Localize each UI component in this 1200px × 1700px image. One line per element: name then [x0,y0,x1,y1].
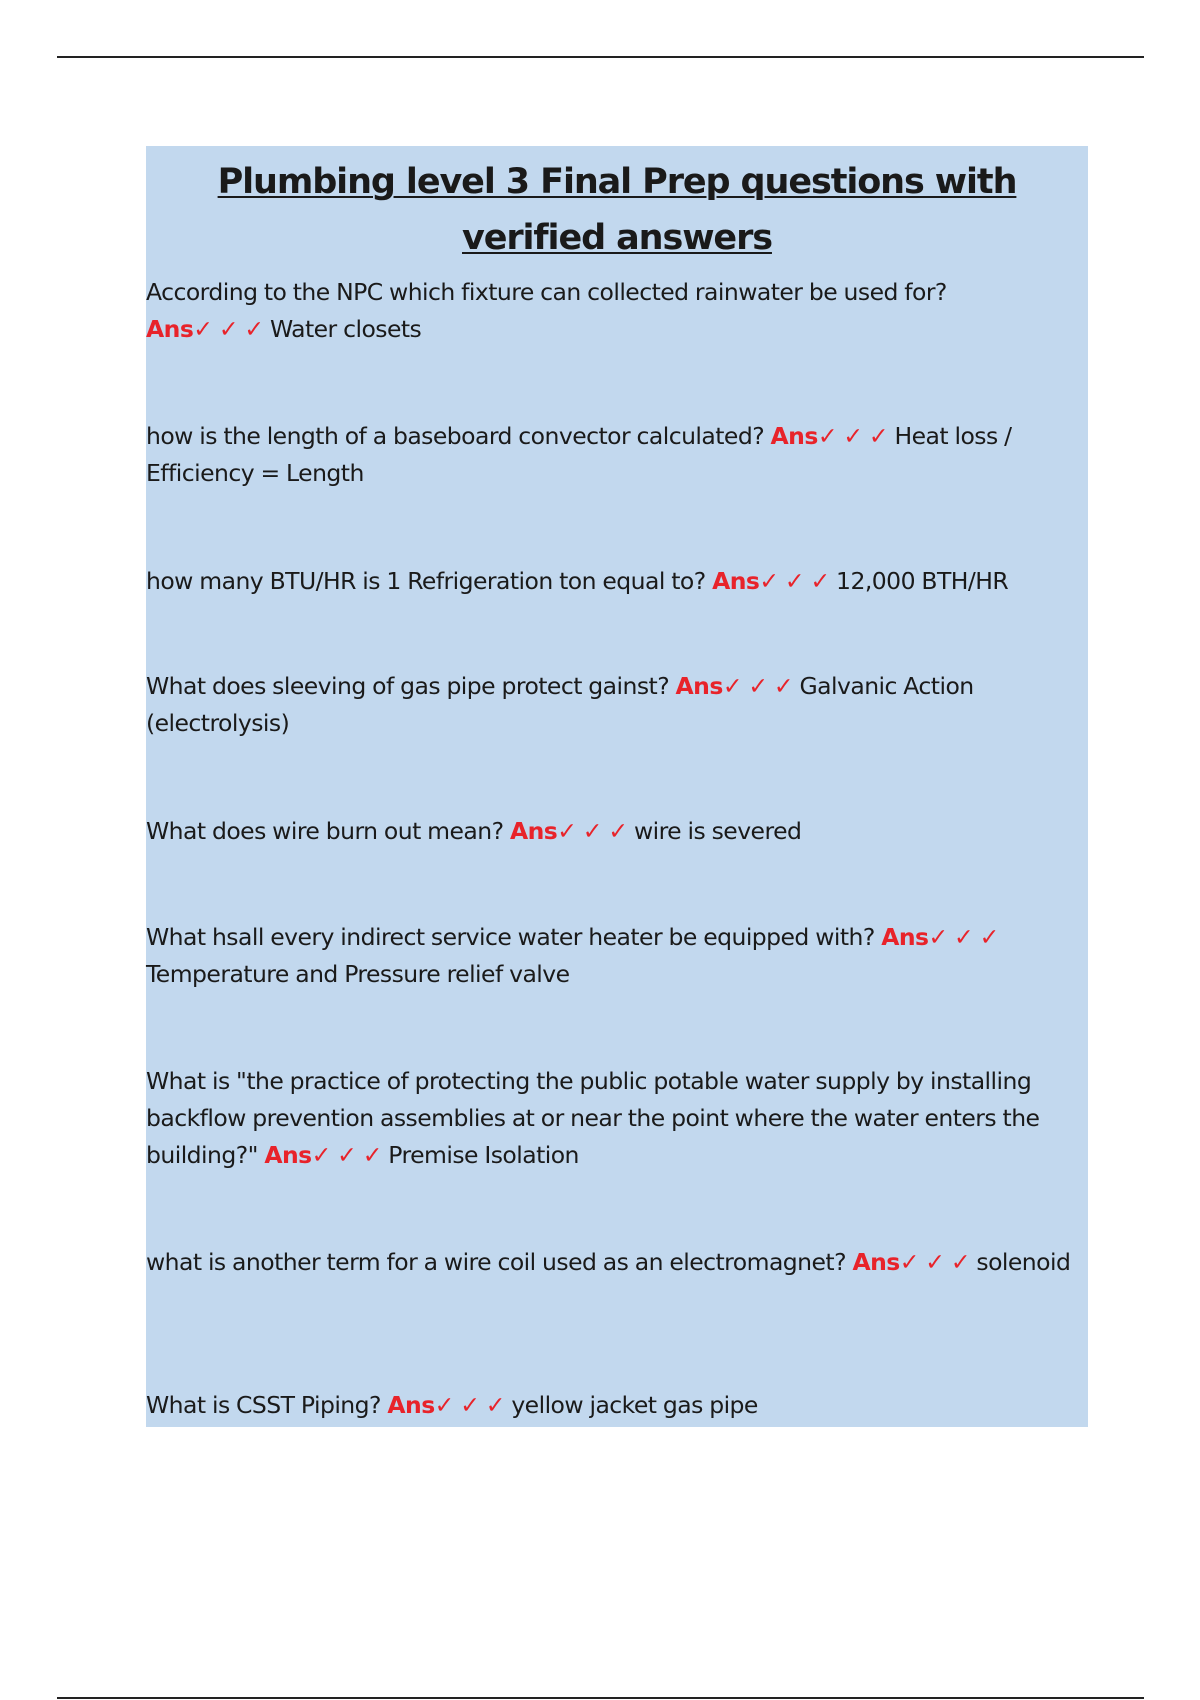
answer-text: solenoid [976,1248,1071,1276]
question-text: According to the NPC which fixture can collected rainwater be used for? [146,278,947,306]
check-marks-icon: ✓ ✓ ✓ [759,567,830,595]
qa-item [146,418,1088,492]
answer-marker: Ans [387,1391,435,1419]
check-marks-icon: ✓ ✓ ✓ [311,1141,382,1169]
qa-item [146,1244,1088,1281]
answer-text: wire is severed [633,817,802,845]
document-title: Plumbing level 3 Final Prep questions with verified answers [217,162,1017,258]
qa-item [146,919,1088,993]
check-marks-icon: ✓ ✓ ✓ [928,923,999,951]
question-text: What does wire burn out mean? [146,817,504,845]
check-marks-icon: ✓ ✓ ✓ [434,1391,505,1419]
qa-item [146,563,1088,600]
answer-marker: Ans [675,672,723,700]
footer-rule [57,1697,1144,1699]
question-text: how many BTU/HR is 1 Refrigeration ton equal to? [146,567,706,595]
answer-marker: Ans [509,817,558,845]
qa-item [146,1387,1088,1424]
answer-marker: Ans [770,422,818,450]
answer-text: Premise Isolation [388,1141,579,1169]
answer-marker: Ans [146,315,194,343]
check-marks-icon: ✓ ✓ ✓ [722,672,794,700]
question-text: What hsall every indirect service water heater be equipped with? [146,923,875,951]
answer-text: Water closets [269,315,422,343]
answer-text: Heat loss / Efficiency = Length [146,422,1012,487]
answer-marker: Ans [881,923,929,951]
document-content [146,146,1088,1427]
question-text: What is CSST Piping? [146,1391,381,1419]
answer-marker: Ans [712,567,760,595]
qa-item [146,668,1088,742]
question-text: What does sleeving of gas pipe protect gainst? [146,672,670,700]
qa-item [146,274,1088,348]
answer-text: Galvanic Action (electrolysis) [146,672,974,737]
check-marks-icon: ✓ ✓ ✓ [899,1248,970,1276]
qa-item [146,813,1088,850]
check-marks-icon: ✓ ✓ ✓ [193,315,264,343]
answer-text: yellow jacket gas pipe [511,1391,758,1419]
question-text: what is another term for a wire coil used as an electromagnet? [146,1248,847,1276]
question-text: What is "the practice of protecting the public potable water supply by installing backflow prevention assemblies at or near the point where the water enters the building?" [146,1067,1040,1169]
check-marks-icon: ✓ ✓ ✓ [557,817,628,845]
answer-marker: Ans [264,1141,312,1169]
qa-item [146,1063,1088,1174]
question-text: how is the length of a baseboard convector calculated? [146,422,765,450]
answer-text: Temperature and Pressure relief valve [146,960,570,988]
answer-text: 12,000 BTH/HR [836,567,1009,595]
answer-marker: Ans [852,1248,900,1276]
check-marks-icon: ✓ ✓ ✓ [817,422,889,450]
header-rule [57,56,1144,58]
